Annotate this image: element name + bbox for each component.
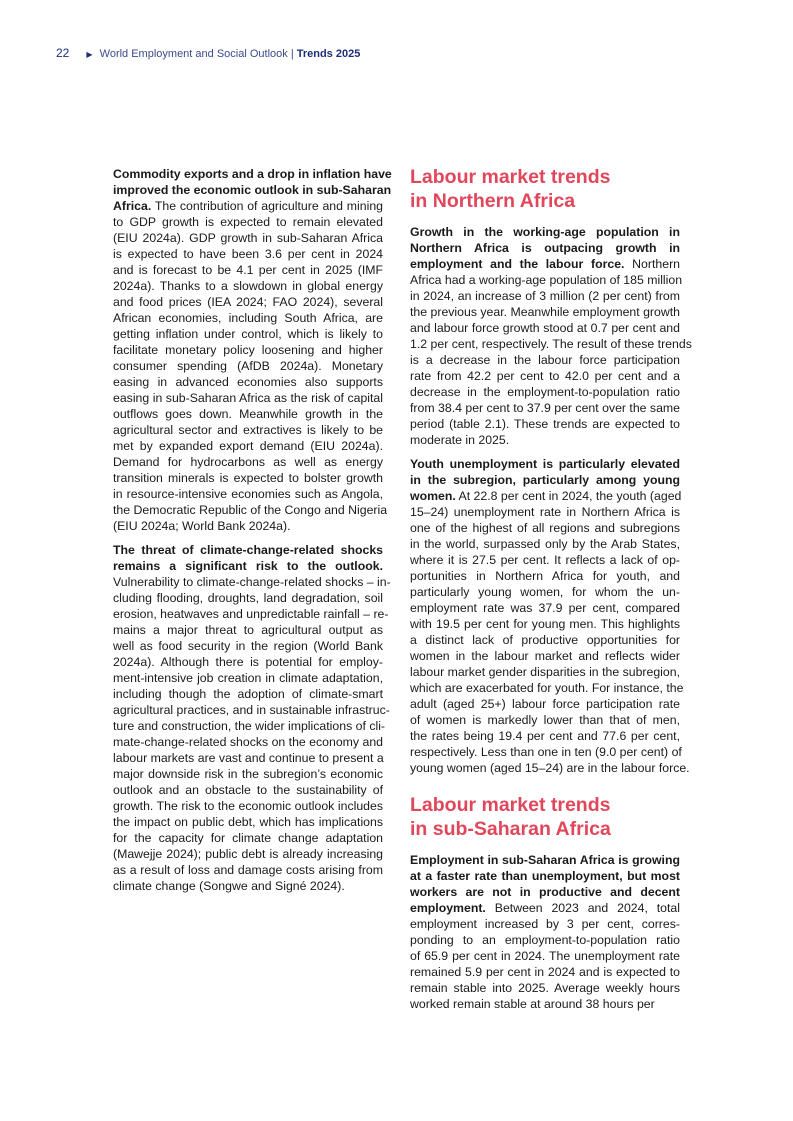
text-line bbox=[113, 342, 383, 358]
body-text: remained 5.9 per cent in 2024 and is expected to bbox=[410, 965, 680, 979]
bold-lead-text: The threat of climate-change-related shocks bbox=[113, 543, 383, 557]
body-text: remain stable into 2025. Average weekly hours bbox=[410, 981, 680, 995]
text-line bbox=[113, 438, 383, 454]
text-line bbox=[410, 304, 680, 320]
body-text: from 38.4 per cent to 37.9 per cent over the same bbox=[410, 401, 680, 415]
text-line bbox=[410, 520, 680, 536]
text-line bbox=[410, 728, 680, 744]
body-text: young women (aged 15–24) are in the labour force. bbox=[410, 761, 690, 775]
text-line bbox=[113, 310, 383, 326]
body-text: consumer spending (AfDB 2024a). Monetary bbox=[113, 359, 383, 373]
body-text: worked remain stable at around 38 hours per bbox=[410, 997, 655, 1011]
text-line bbox=[410, 852, 680, 868]
text-line bbox=[113, 486, 383, 502]
bold-lead-text: in the subregion, particularly among young bbox=[410, 473, 680, 487]
text-line bbox=[113, 814, 383, 830]
body-text: the previous year. Meanwhile employment growth bbox=[410, 305, 680, 319]
text-line bbox=[113, 374, 383, 390]
text-line bbox=[113, 798, 383, 814]
text-line bbox=[410, 900, 680, 916]
text-line bbox=[410, 416, 680, 432]
body-text: in the world, surpassed only by the Arab States, bbox=[410, 537, 680, 551]
text-line bbox=[113, 422, 383, 438]
body-text: is expected to have been 3.6 per cent in 2024 bbox=[113, 247, 383, 261]
body-text: outlook and an obstacle to the sustainability of bbox=[113, 783, 383, 797]
body-text: agricultural practices, and in sustainable infrastruc- bbox=[113, 703, 390, 717]
body-text: moderate in 2025. bbox=[410, 433, 510, 447]
bold-lead-text: at a faster rate than unemployment, but most bbox=[410, 869, 680, 883]
left-paragraph-2 bbox=[113, 542, 391, 894]
edition-title: Trends 2025 bbox=[296, 48, 361, 60]
body-text: particularly young women, for whom the un- bbox=[410, 585, 680, 599]
text-line bbox=[113, 782, 383, 798]
text-line bbox=[410, 616, 680, 632]
body-text: climate change (Songwe and Signé 2024). bbox=[113, 879, 345, 893]
running-header bbox=[56, 46, 360, 60]
text-line bbox=[113, 766, 383, 782]
bold-lead-text: employment. bbox=[410, 901, 486, 915]
text-line bbox=[113, 278, 383, 294]
text-line bbox=[113, 262, 383, 278]
body-text: labour markets are vast and continue to present a bbox=[113, 751, 384, 765]
text-line bbox=[113, 542, 383, 558]
bold-lead-text: Northern Africa is outpacing growth in bbox=[410, 241, 680, 255]
text-line bbox=[410, 948, 680, 964]
bold-lead-text: Youth unemployment is particularly elevated bbox=[410, 457, 680, 471]
body-text: Vulnerability to climate-change-related shocks – in- bbox=[113, 575, 391, 589]
text-line bbox=[410, 648, 680, 664]
body-text: well as food security in the region (World Bank bbox=[113, 639, 383, 653]
text-line bbox=[113, 830, 383, 846]
text-line bbox=[410, 712, 680, 728]
body-text: erosion, heatwaves and unpredictable rainfall – re- bbox=[113, 607, 389, 621]
body-text: ment-intensive job creation in climate adaptation, bbox=[113, 671, 383, 685]
body-text: major downside risk in the subregion’s economic bbox=[113, 767, 383, 781]
text-line bbox=[113, 670, 383, 686]
text-line bbox=[410, 336, 692, 352]
body-text: of women is markedly lower than that of men, bbox=[410, 713, 680, 727]
text-line bbox=[410, 632, 680, 648]
text-line bbox=[113, 214, 383, 230]
heading-northern-africa bbox=[410, 165, 610, 213]
body-text: outflows goes down. Meanwhile growth in the bbox=[113, 407, 383, 421]
body-text: with 19.5 per cent for young men. This highlights bbox=[410, 617, 680, 631]
body-text: in 2024, an increase of 3 million (2 per cent) from bbox=[410, 289, 680, 303]
bold-lead-text: workers are not in productive and decent bbox=[410, 885, 680, 899]
body-text: and food prices (IEA 2024; FAO 2024), several bbox=[113, 295, 383, 309]
body-text: African economies, including South Africa, are bbox=[113, 311, 383, 325]
body-text: Northern bbox=[624, 257, 680, 271]
body-text: mains a major threat to agricultural output as bbox=[113, 623, 383, 637]
body-text: to GDP growth is expected to remain elevated bbox=[113, 215, 383, 229]
text-line bbox=[410, 568, 680, 584]
text-line bbox=[410, 552, 680, 568]
text-line bbox=[410, 472, 680, 488]
text-line bbox=[410, 868, 680, 884]
right-paragraph-1 bbox=[410, 224, 692, 448]
body-text: 15–24) unemployment rate in Northern Africa is bbox=[410, 505, 680, 519]
text-line bbox=[410, 536, 680, 552]
body-text: 1.2 per cent, respectively. The result of these trends bbox=[410, 337, 692, 351]
text-line bbox=[410, 384, 680, 400]
body-text: rate from 42.2 per cent to 42.0 per cent and a bbox=[410, 369, 680, 383]
text-line bbox=[113, 198, 383, 214]
body-text: 2024a). Although there is potential for employ- bbox=[113, 655, 383, 669]
text-line bbox=[113, 718, 386, 734]
text-line bbox=[113, 518, 383, 534]
text-line bbox=[113, 558, 383, 574]
text-line bbox=[113, 326, 383, 342]
text-line bbox=[113, 294, 383, 310]
text-line bbox=[113, 470, 383, 486]
text-line bbox=[113, 862, 383, 878]
text-line bbox=[410, 488, 680, 504]
text-line bbox=[410, 980, 680, 996]
page-number: 22 bbox=[56, 46, 70, 60]
body-text: a distinct lack of productive opportunities for bbox=[410, 633, 680, 647]
body-text: where it is 27.5 per cent. It reflects a lack of op- bbox=[410, 553, 680, 567]
text-line bbox=[410, 664, 680, 680]
body-text: Between 2023 and 2024, total bbox=[485, 901, 680, 915]
text-line bbox=[410, 368, 680, 384]
body-text: met by expanded export demand (EIU 2024a). bbox=[113, 439, 383, 453]
triangle-bullet-icon: ▶ bbox=[86, 50, 93, 59]
text-line bbox=[113, 358, 383, 374]
body-text: 2024a). Thanks to a slowdown in global energy bbox=[113, 279, 383, 293]
text-line bbox=[410, 584, 680, 600]
body-text: the Democratic Republic of the Congo and Nigeria bbox=[113, 503, 388, 517]
text-line bbox=[410, 240, 680, 256]
body-text: growth. The risk to the economic outlook includes bbox=[113, 799, 383, 813]
text-line bbox=[410, 432, 680, 448]
body-text: portunities in Northern Africa for youth, and bbox=[410, 569, 680, 583]
body-text: ture and construction, the wider implications of cli- bbox=[113, 719, 386, 733]
body-text: agricultural sector and extractives is likely to be bbox=[113, 423, 383, 437]
text-line bbox=[410, 884, 680, 900]
text-line bbox=[113, 502, 388, 518]
text-line bbox=[113, 230, 383, 246]
right-paragraph-2 bbox=[410, 456, 690, 776]
text-line bbox=[410, 916, 680, 932]
heading-line: Labour market trends bbox=[410, 166, 611, 188]
body-text: easing in sub-Saharan Africa as the risk of capital bbox=[113, 391, 383, 405]
right-paragraph-3 bbox=[410, 852, 680, 1012]
body-text: the impact on public debt, which has implications bbox=[113, 815, 383, 829]
bold-lead-text: Commodity exports and a drop in inflation have bbox=[113, 167, 392, 181]
text-line bbox=[410, 456, 680, 472]
body-text: At 22.8 per cent in 2024, the youth (aged bbox=[455, 489, 682, 503]
text-line bbox=[113, 734, 383, 750]
body-text: in resource-intensive economies such as Angola, bbox=[113, 487, 383, 501]
body-text: and is forecast to be 4.1 per cent in 2025 (IMF bbox=[113, 263, 383, 277]
text-line bbox=[410, 760, 690, 776]
heading-line: in sub-Saharan Africa bbox=[410, 818, 611, 840]
body-text: labour market gender disparities in the subregion, bbox=[410, 665, 681, 679]
text-line bbox=[410, 680, 684, 696]
body-text: ponding to an employment-to-population ratio bbox=[410, 933, 680, 947]
left-paragraph-1 bbox=[113, 166, 392, 534]
text-line bbox=[410, 696, 680, 712]
text-line bbox=[410, 400, 680, 416]
body-text: and labour force growth stood at 0.7 per cent and bbox=[410, 321, 680, 335]
text-line bbox=[113, 750, 383, 766]
body-text: adult (aged 25+) labour force participation rate bbox=[410, 697, 680, 711]
body-text: (EIU 2024a; World Bank 2024a). bbox=[113, 519, 291, 533]
text-line bbox=[410, 600, 680, 616]
text-line bbox=[113, 246, 383, 262]
text-line bbox=[113, 622, 383, 638]
text-line bbox=[113, 590, 383, 606]
body-text: decrease in the employment-to-population ratio bbox=[410, 385, 680, 399]
bold-lead-text: Africa. bbox=[113, 199, 152, 213]
heading-line: in Northern Africa bbox=[410, 190, 576, 212]
body-text: cluding flooding, droughts, land degradation, soil bbox=[113, 591, 383, 605]
bold-lead-text: Growth in the working-age population in bbox=[410, 225, 680, 239]
text-line bbox=[410, 224, 680, 240]
body-text: of 65.9 per cent in 2024. The unemployment rate bbox=[410, 949, 680, 963]
text-line bbox=[410, 320, 680, 336]
text-line bbox=[113, 686, 383, 702]
text-line bbox=[410, 964, 680, 980]
text-line bbox=[410, 256, 680, 272]
body-text: (EIU 2024a). GDP growth in sub-Saharan Africa bbox=[113, 231, 383, 245]
text-line bbox=[113, 654, 383, 670]
body-text: employment increased by 3 per cent, corres- bbox=[410, 917, 680, 931]
body-text: which are exacerbated for youth. For instance, the bbox=[410, 681, 684, 695]
text-line bbox=[113, 574, 391, 590]
text-line bbox=[410, 744, 680, 760]
body-text: mate-change-related shocks on the economy and bbox=[113, 735, 384, 749]
text-line bbox=[113, 702, 390, 718]
body-text: employment rate was 37.9 per cent, compared bbox=[410, 601, 680, 615]
body-text: period (table 2.1). These trends are expected to bbox=[410, 417, 680, 431]
publication-title: World Employment and Social Outlook bbox=[99, 48, 288, 60]
body-text: facilitate monetary policy loosening and higher bbox=[113, 343, 383, 357]
heading-sub-saharan-africa bbox=[410, 793, 611, 841]
text-line bbox=[410, 352, 680, 368]
text-line bbox=[410, 288, 680, 304]
text-line bbox=[113, 390, 383, 406]
body-text: women in the labour market and reflects wider bbox=[410, 649, 680, 663]
text-line bbox=[113, 454, 383, 470]
header-separator: | bbox=[290, 48, 294, 60]
bold-lead-text: employment and the labour force. bbox=[410, 257, 625, 271]
text-line bbox=[113, 878, 383, 894]
bold-lead-text: Employment in sub-Saharan Africa is growing bbox=[410, 853, 680, 867]
body-text: Demand for hydrocarbons as well as energy bbox=[113, 455, 383, 469]
body-text: including though the adoption of climate-smart bbox=[113, 687, 383, 701]
body-text: The contribution of agriculture and mining bbox=[151, 199, 383, 213]
text-line bbox=[410, 932, 680, 948]
body-text: respectively. Less than one in ten (9.0 per cent) of bbox=[410, 745, 682, 759]
heading-line: Labour market trends bbox=[410, 794, 611, 816]
text-line bbox=[113, 182, 392, 198]
body-text: getting inflation under control, which is likely to bbox=[113, 327, 383, 341]
body-text: transition minerals is expected to bolster growth bbox=[113, 471, 383, 485]
body-text: the rates being 19.4 per cent and 77.6 per cent, bbox=[410, 729, 680, 743]
text-line bbox=[113, 638, 383, 654]
text-line bbox=[113, 166, 392, 182]
body-text: (Mawejje 2024); public debt is already increasing bbox=[113, 847, 383, 861]
bold-lead-text: remains a significant risk to the outlook. bbox=[113, 559, 383, 573]
text-line bbox=[113, 406, 383, 422]
body-text: is a decrease in the labour force participation bbox=[410, 353, 680, 367]
body-text: one of the highest of all regions and subregions bbox=[410, 521, 680, 535]
text-line bbox=[113, 846, 383, 862]
body-text: as a result of loss and damage costs arising from bbox=[113, 863, 383, 877]
text-line bbox=[113, 606, 389, 622]
body-text: Africa had a working-age population of 185 million bbox=[410, 273, 683, 287]
text-line bbox=[410, 272, 683, 288]
text-line bbox=[410, 996, 680, 1012]
text-line bbox=[410, 504, 680, 520]
body-text: for the capacity for climate change adaptation bbox=[113, 831, 383, 845]
body-text: easing in advanced economies also supports bbox=[113, 375, 383, 389]
bold-lead-text: improved the economic outlook in sub-Saharan bbox=[113, 183, 392, 197]
bold-lead-text: women. bbox=[410, 489, 456, 503]
